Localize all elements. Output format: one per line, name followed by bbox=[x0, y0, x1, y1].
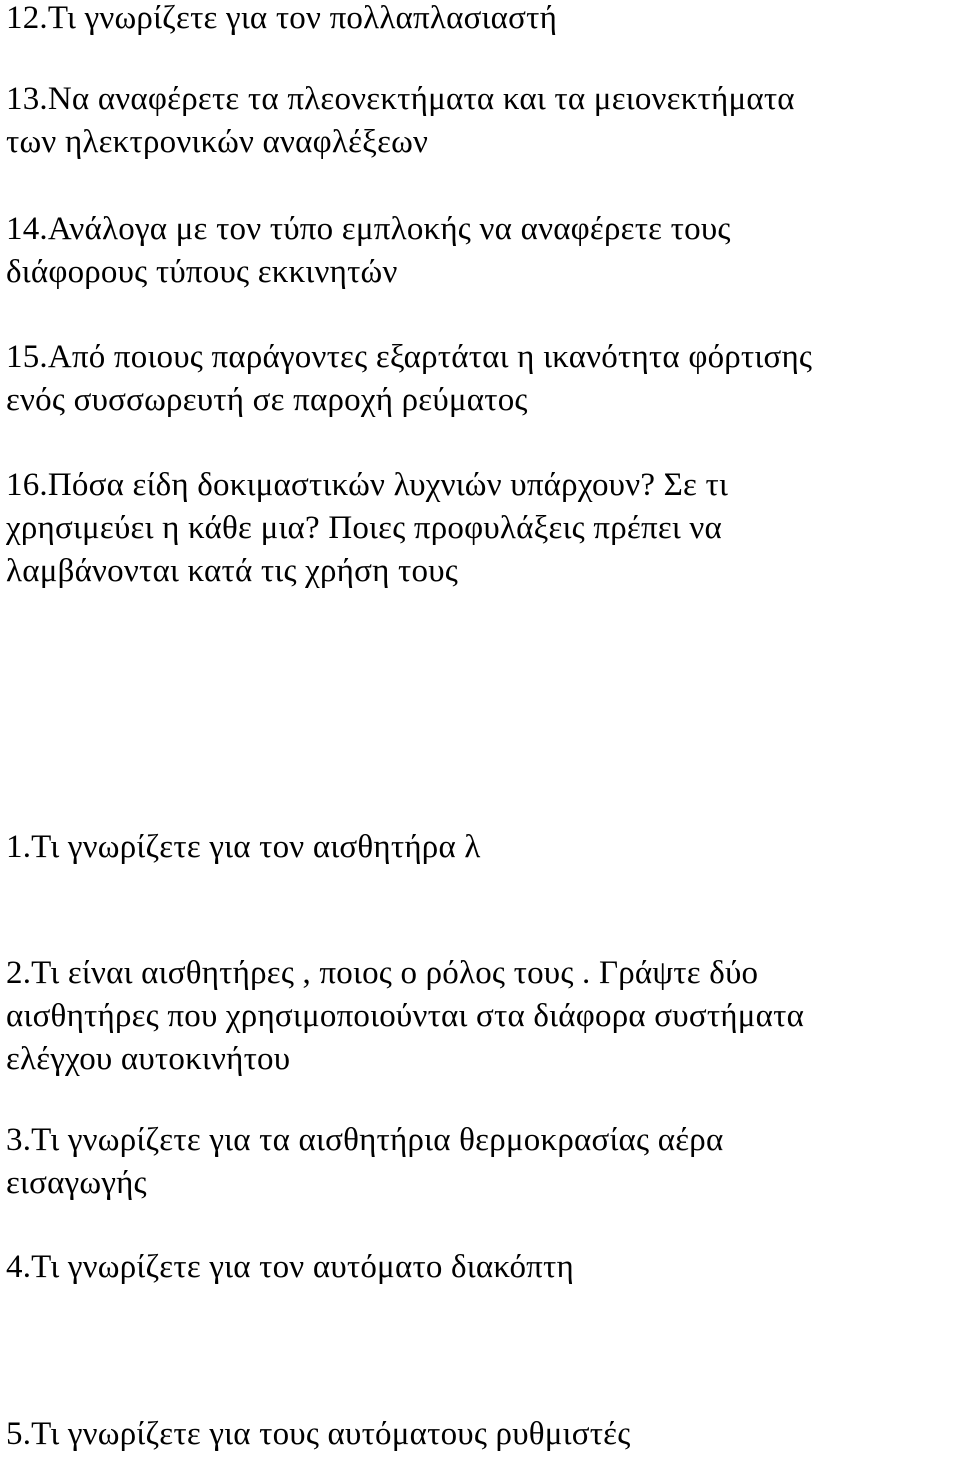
question-line: 15.Από ποιους παράγοντες εξαρτάται η ικανότητα φόρτισης bbox=[6, 339, 813, 375]
question-line: 5.Τι γνωρίζετε για τους αυτόματους ρυθμιστές bbox=[6, 1416, 631, 1452]
question-line: 16.Πόσα είδη δοκιμαστικών λυχνιών υπάρχουν? Σε τι bbox=[6, 467, 729, 503]
question-14 bbox=[6, 208, 731, 294]
question-line: ελέγχου αυτοκινήτου bbox=[6, 1041, 291, 1077]
question-15 bbox=[6, 336, 812, 422]
question-5 bbox=[6, 1413, 631, 1456]
question-line: διάφορους τύπους εκκινητών bbox=[6, 254, 398, 290]
question-line: λαμβάνονται κατά τις χρήση τους bbox=[6, 553, 459, 589]
question-line: 14.Ανάλογα με τον τύπο εμπλοκής να αναφέρετε τους bbox=[6, 211, 731, 247]
question-4 bbox=[6, 1246, 574, 1289]
question-3 bbox=[6, 1119, 723, 1205]
question-1 bbox=[6, 826, 481, 869]
question-line: 2.Τι είναι αισθητήρες , ποιος ο ρόλος τους . Γράψτε δύο bbox=[6, 955, 759, 991]
question-line: ενός συσσωρευτή σε παροχή ρεύματος bbox=[6, 382, 528, 418]
question-line: εισαγωγής bbox=[6, 1165, 147, 1201]
question-line: των ηλεκτρονικών αναφλέξεων bbox=[6, 124, 429, 160]
question-line: 12.Τι γνωρίζετε για τον πολλαπλασιαστή bbox=[6, 0, 558, 36]
question-13 bbox=[6, 78, 795, 164]
question-line: 13.Να αναφέρετε τα πλεονεκτήματα και τα μειονεκτήματα bbox=[6, 81, 795, 117]
question-line: χρησιμεύει η κάθε μια? Ποιες προφυλάξεις πρέπει να bbox=[6, 510, 723, 546]
question-2 bbox=[6, 952, 804, 1081]
question-line: αισθητήρες που χρησιμοποιούνται στα διάφορα συστήματα bbox=[6, 998, 805, 1034]
question-16 bbox=[6, 464, 728, 593]
question-line: 3.Τι γνωρίζετε για τα αισθητήρια θερμοκρασίας αέρα bbox=[6, 1122, 724, 1158]
question-12 bbox=[6, 0, 557, 40]
question-line: 1.Τι γνωρίζετε για τον αισθητήρα λ bbox=[6, 829, 481, 865]
question-line: 4.Τι γνωρίζετε για τον αυτόματο διακόπτη bbox=[6, 1249, 574, 1285]
